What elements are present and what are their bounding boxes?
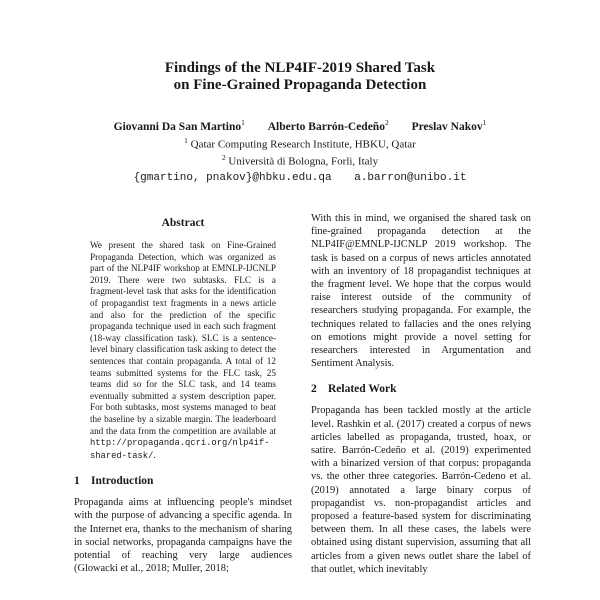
related-work-text: Propaganda has been tackled mostly at the article level. Rashkin et al. (2017) created a corpus of news articles labelled as propaganda, trusted, hoax, or satire. Barrón-Cedeño et al. (2019) experimented with a binarized version of that corpus: propaganda vs. the other three categories. Barrón-Cedeno et al. (2019) annotated a large binary corpus of propagandist vs. non-propagandist articles and proposed a feature-based system for discriminating between them. In all these cases, the labels were obtained using distant supervision, assuming that all articles from a given news outlet share the label of that outlet, which inevitably	[311, 405, 531, 575]
left-column	[74, 212, 292, 576]
introduction-text: Propaganda aims at influencing people's mindset with the purpose of advancing a specific agenda. In the Internet era, thanks to the mechanism of sharing in social networks, propaganda campaigns have the potential of reaching very large audiences (Glowacki et al., 2018; Muller, 2018;	[74, 497, 292, 575]
author-block	[0, 116, 600, 185]
paper-title	[0, 60, 600, 94]
title-line-1: Findings of the NLP4IF-2019 Shared Task	[164, 60, 436, 76]
affiliation-2: $^2$ Università di Bologna, Forlì, Italy	[221, 153, 379, 169]
author-1: Giovanni Da San Martino$^1$	[113, 118, 245, 133]
author-names	[0, 116, 600, 134]
abstract-heading: Abstract	[161, 217, 205, 229]
right-column	[311, 212, 531, 576]
intro-continued-text: With this in mind, we organised the shared task on fine-grained propaganda detection at the NLP4IF@EMNLP-IJCNLP 2019 workshop. The task is based on a corpus of news articles annotated with an inventory of 18 propagandist techniques at the fragment level. We hope that the corpus would raise interest outside of the community of researchers studying propaganda. For example, the techniques related to fallacies and the ones relying on emotions might provide a novel setting for researchers interested in Argumentation and Sentiment Analysis.	[311, 213, 531, 370]
email-1[interactable]: {gmartino, pnakov}@hbku.edu.qa	[133, 172, 332, 185]
section-introduction-heading: 1 Introduction	[74, 475, 154, 488]
author-emails	[0, 171, 600, 185]
affiliation-1: $^1$ Qatar Computing Research Institute, HBKU, Qatar	[184, 135, 416, 151]
title-line-2: on Fine-Grained Propaganda Detection	[173, 77, 427, 93]
section-related-work-heading: 2 Related Work	[311, 383, 397, 396]
shared-task-url[interactable]: http://propaganda.qcri.org/nlp4if-shared-task/	[90, 438, 270, 461]
email-2[interactable]: a.barron@unibo.it	[354, 172, 467, 185]
abstract-text: We present the shared task on Fine-Grained Propaganda Detection, which was organized as part of the NLP4IF workshop at EMNLP-IJCNLP 2019. There were two subtasks. FLC is a fragment-level task that asks for the identification of propagandist text fragments in a news article and also for the prediction of the specific propaganda technique used in each such fragment (18-way classification task). SLC is a sentence-level binary classification task asking to detect the sentences that contain propaganda. A total of 12 teams submitted systems for the FLC task, 25 teams did so for the SLC task, and 14 teams eventually submitted a system description paper. For both subtasks, most systems managed to beat the baseline by a sizable margin. The leaderboard and the data from the competition are available at http://propaganda.qcri.org/nlp4if-shared-task/.	[90, 240, 276, 461]
author-2: Alberto Barrón-Cedeño$^2$	[267, 118, 389, 133]
author-3: Preslav Nakov$^1$	[411, 118, 487, 133]
